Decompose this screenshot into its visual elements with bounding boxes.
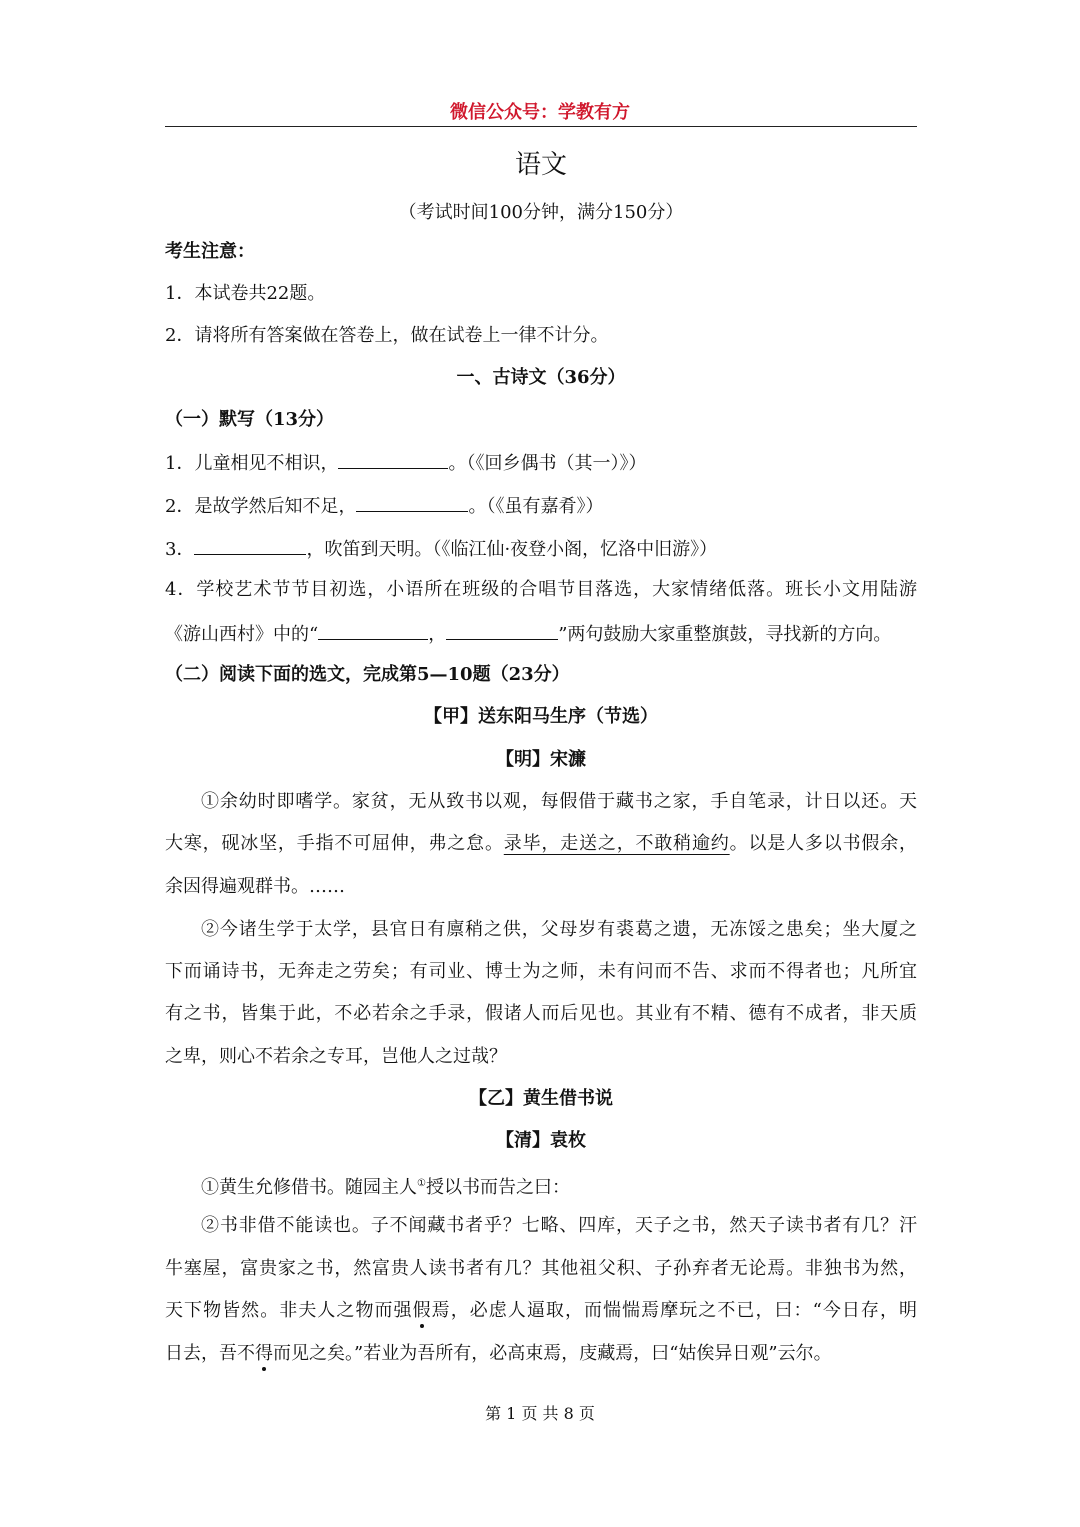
emphasized-character: 得 — [255, 1343, 273, 1364]
question-2 — [165, 491, 917, 521]
notice-item-2: 2．请将所有答案做在答卷上，做在试卷上一律不计分。 — [165, 325, 609, 346]
footnote-marker: ① — [417, 1178, 426, 1189]
part2-heading: （二）阅读下面的选文，完成第5—10题（23分） — [165, 664, 570, 685]
question-source: 。（《回乡偶书（其一）》） — [448, 453, 647, 474]
passage-yi-p2-line-4 — [165, 1340, 917, 1368]
passage-text: 大寒，砚冰坚，手指不可屈伸，弗之怠。 — [165, 833, 504, 854]
answer-blank — [338, 448, 448, 469]
passage-yi-title: 【乙】黄生借书说 — [469, 1088, 613, 1109]
passage-yi-p2-line-1: ②书非借不能读也。子不闻藏书者乎？七略、四库，天子之书，然天子读书者有几？汗 — [201, 1215, 917, 1236]
exam-subtitle: （考试时间100分钟，满分150分） — [398, 202, 684, 223]
question-text: 是故学然后知不足， — [194, 496, 357, 517]
part1-heading: （一）默写（13分） — [165, 409, 335, 430]
page-number: 第 1 页 共 8 页 — [485, 1404, 595, 1423]
passage-jia-p2-line-4: 之卑，则心不若余之专耳，岂他人之过哉？ — [165, 1046, 507, 1067]
passage-text: 日去，吾不 — [165, 1343, 255, 1364]
underlined-sentence: 录毕，走送之，不敢稍逾约 — [503, 833, 730, 854]
notice-item-1: 1．本试卷共22题。 — [165, 283, 326, 304]
exam-title: 语文 — [514, 150, 567, 180]
question-text: ，吹笛到天明。（《临江仙·夜登小阁，忆洛中旧游》） — [306, 539, 718, 560]
passage-jia-p2-line-2: 下而诵诗书，无奔走之劳矣；有司业、博士为之师，未有问而不告、求而不得者也；凡所宜 — [165, 961, 917, 982]
question-text: ”两句鼓励大家重整旗鼓，寻找新的方向。 — [558, 624, 892, 645]
header-source: 微信公众号：学教有方 — [450, 102, 630, 123]
answer-blank — [356, 491, 468, 512]
passage-yi-p2-line-3 — [165, 1297, 917, 1325]
passage-yi-author: 【清】袁枚 — [496, 1130, 586, 1151]
passage-text: 天下物皆然。非夫人之物而强 — [165, 1300, 413, 1321]
passage-jia-p1-line-2 — [165, 830, 917, 858]
passage-text: 。以是人多以书假余， — [729, 833, 918, 854]
header-divider — [165, 126, 917, 127]
notice-heading: 考生注意： — [165, 241, 255, 262]
passage-text: 而见之矣。”若业为吾所有，必高束焉，庋藏焉，曰“姑俟异日观”云尔。 — [273, 1343, 832, 1364]
question-4-line-2 — [165, 619, 917, 649]
passage-yi-p1 — [165, 1170, 917, 1202]
passage-jia-title: 【甲】送东阳马生序（节选） — [424, 706, 658, 727]
question-number: 3． — [165, 539, 195, 560]
passage-yi-p2-line-2: 牛塞屋，富贵家之书，然富贵人读书者有几？其他祖父积、子孙弃者无论焉。非独书为然， — [165, 1258, 917, 1279]
answer-blank — [194, 534, 306, 555]
passage-jia-p1-line-1: ①余幼时即嗜学。家贫，无从致书以观，每假借于藏书之家，手自笔录，计日以还。天 — [201, 791, 917, 812]
question-number: 2． — [165, 496, 195, 517]
emphasized-character: 假 — [412, 1300, 432, 1321]
question-3 — [165, 534, 917, 564]
question-1 — [165, 448, 917, 478]
passage-text: 焉，必虑人逼取，而惴惴焉摩玩之不已，曰：“今日存，明 — [431, 1300, 918, 1321]
passage-jia-p1-line-3: 余因得遍观群书。…… — [165, 876, 345, 897]
answer-blank — [318, 619, 428, 640]
question-source: 。（《虽有嘉肴》） — [468, 496, 604, 517]
question-text: 儿童相见不相识， — [194, 453, 339, 474]
passage-jia-p2-line-3: 有之书，皆集于此，不必若余之手录，假诸人而后见也。其业有不精、德有不成者，非天质 — [165, 1003, 917, 1024]
answer-blank — [446, 619, 558, 640]
question-4-line-1: 4．学校艺术节节目初选，小语所在班级的合唱节目落选，大家情绪低落。班长小文用陆游 — [165, 579, 917, 600]
question-text: ， — [428, 624, 447, 645]
passage-jia-author: 【明】宋濂 — [496, 749, 586, 770]
question-text: 《游山西村》中的“ — [165, 624, 319, 645]
section-heading: 一、古诗文（36分） — [456, 367, 626, 388]
passage-text: 授以书而告之曰： — [425, 1177, 570, 1198]
passage-jia-p2-line-1: ②今诸生学于太学，县官日有廪稍之供，父母岁有裘葛之遗，无冻馁之患矣；坐大厦之 — [201, 919, 917, 940]
passage-text: ①黄生允修借书。随园主人 — [201, 1177, 417, 1198]
question-number: 1． — [165, 453, 195, 474]
